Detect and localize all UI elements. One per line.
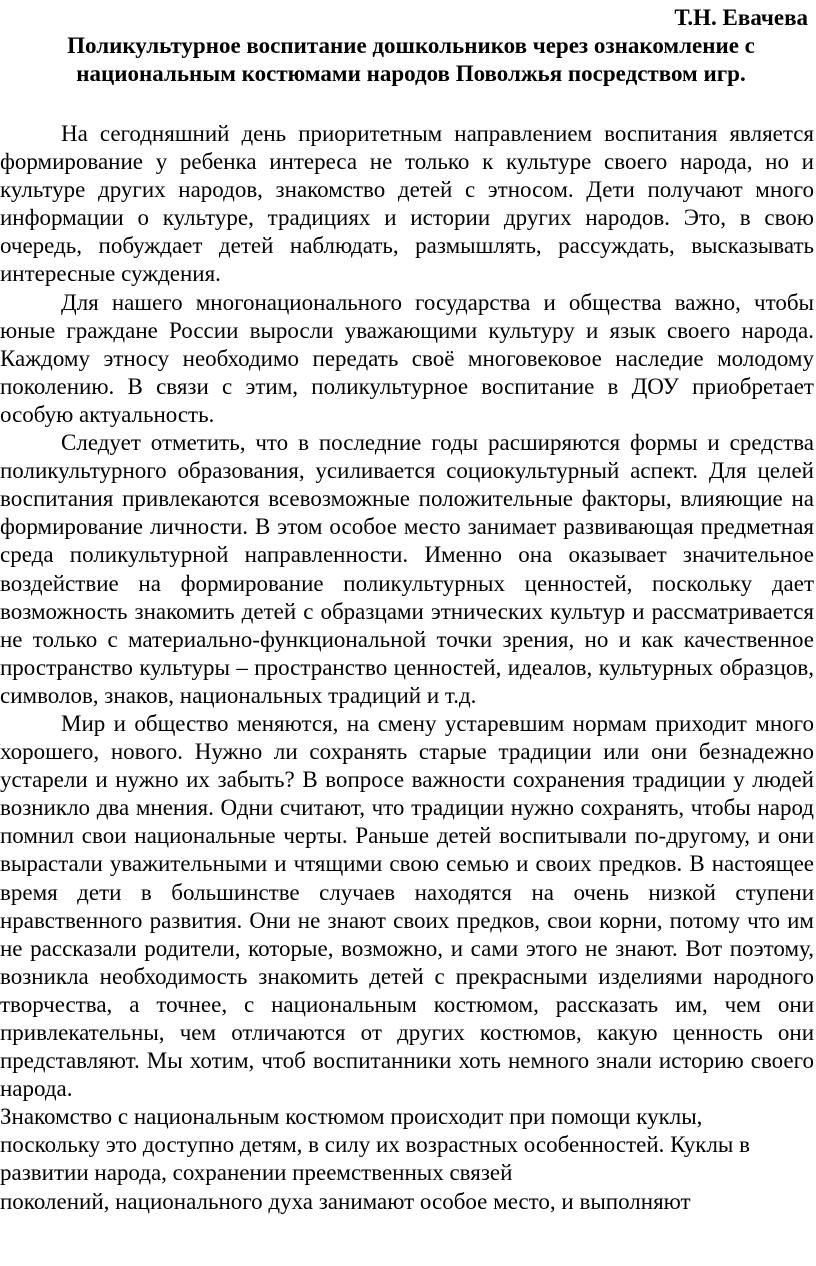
paragraph-1: На сегодняшний день приоритетным направлением воспитания является формирование у ребенка интереса не только к культуре своего народа, но и культуре других народов, знакомство детей с этносом. Дети получают много информации о культуре, традициях и истории других народов. Это, в свою очередь, побуждает детей наблюдать, размышлять, рассуждать, высказывать интересные суждения.: [0, 121, 814, 287]
paragraph-4: Мир и общество меняются, на смену устаревшим нормам приходит много хорошего, нового. Нужно ли сохранять старые традиции или они безнадежно устарели и нужно их забыть? В вопросе важности сохранения традиции у людей возникло два мнения. Одни считают, что традиции нужно сохранять, чтобы народ помнил свои национальные черты. Раньше детей воспитывали по-другому, и они вырастали уважительными и чтящими свою семью и своих предков. В настоящее время дети в большинстве случаев находятся на очень низкой ступени нравственного развития. Они не знают своих предков, свои корни, потому что им не рассказали родители, которые, возможно, и сами этого не знают. Вот поэтому, возникла необходимость знакомить детей с прекрасными изделиями народного творчества, а точнее, с национальным костюмом, рассказать им, чем они привлекательны, чем отличаются от других костюмов, какую ценность они представляют. Мы хотим, чтоб воспитанники хоть немного знали историю своего народа.: [0, 710, 814, 1102]
document-title: Поликультурное воспитание дошкольников через ознакомление с национальным костюмами народов Поволжья посредством игр.: [67, 33, 755, 86]
closing-line-3: развитии народа, сохранении преемственных связей: [0, 1160, 513, 1186]
closing-line-1: Знакомство с национальным костюмом происходит при помощи куклы,: [0, 1104, 703, 1130]
author-name: Т.Н. Евачева: [674, 5, 808, 30]
closing-line-4: поколений, национального духа занимают особое место, и выполняют: [0, 1188, 691, 1214]
paragraph-2: Для нашего многонационального государства и общества важно, чтобы юные граждане России выросли уважающими культуру и язык своего народа. Каждому этносу необходимо передать своё многовековое наследие молодому поколению. В связи с этим, поликультурное воспитание в ДОУ приобретает особую актуальность.: [0, 289, 814, 427]
title-spacer: [0, 88, 814, 120]
paragraph-3: Следует отметить, что в последние годы расширяются формы и средства поликультурного образования, усиливается социокультурный аспект. Для целей воспитания привлекаются всевозможные положительные факторы, влияющие на формирование личности. В этом особое место занимает развивающая предметная среда поликультурной направленности. Именно она оказывает значительное воздействие на формирование поликультурных ценностей, поскольку дает возможность знакомить детей с образцами этнических культур и рассматривается не только с материально-функциональной точки зрения, но и как качественное пространство культуры – пространство ценностей, идеалов, культурных образцов, символов, знаков, национальных традиций и т.д.: [0, 430, 814, 708]
closing-line-2: поскольку это доступно детям, в силу их возрастных особенностей. Куклы в: [0, 1132, 750, 1158]
